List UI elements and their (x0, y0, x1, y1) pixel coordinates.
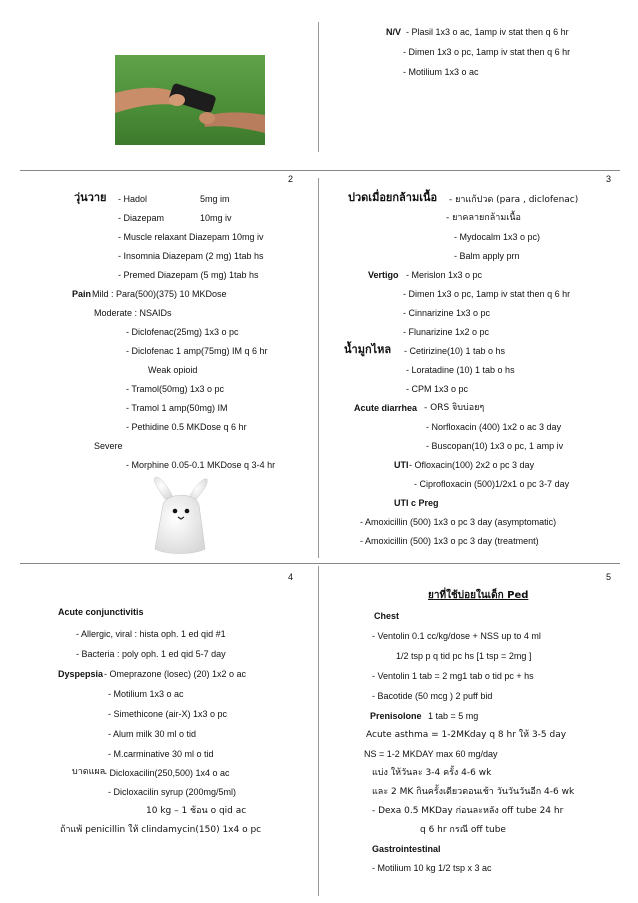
pain-mild-line: Mild : Para(500)(375) 10 MKDose (92, 289, 227, 299)
divider-row-2 (20, 563, 620, 564)
dysp-line-5: - M.carminative 30 ml o tid (108, 749, 214, 759)
chest-label: Chest (374, 611, 400, 621)
weak-opioid-line: Weak opioid (148, 365, 198, 375)
gi-line-1: - Motilium 10 kg 1/2 tsp x 3 ac (372, 863, 492, 873)
center-divider-middle (318, 178, 319, 558)
runny-line-2: - Loratadine (10) 1 tab o hs (406, 365, 515, 375)
muscle-pain-rest: - ยาแก้ปวด (para , diclofenac) (449, 195, 579, 205)
uti-preg-label: UTI c Preg (394, 498, 439, 508)
prednisolone-label: Prenisolone (370, 711, 422, 721)
chest-line-4: - Bacotide (50 mcg ) 2 puff bid (372, 691, 493, 701)
chest-line-3: - Ventolin 1 tab = 2 mg1 tab o tid pc + hs (372, 671, 534, 681)
vertigo-line-3: - Cinnarizine 1x3 o pc (403, 308, 491, 318)
center-divider-top (318, 22, 319, 152)
nv-line-1: - Plasil 1x3 o ac, 1amp iv stat then q 6 hr (406, 27, 569, 37)
muscle-pain-label: ปวดเมื่อยกล้ามเนื้อ (348, 191, 438, 204)
hands-illustration (115, 55, 265, 145)
severe-line: Severe (94, 441, 123, 451)
hadol-line: - Hadol (118, 194, 148, 204)
vertigo-line-1: - Merislon 1x3 o pc (406, 270, 483, 280)
dysp-line-2: - Motilium 1x3 o ac (108, 689, 184, 699)
premed-line: - Premed Diazepam (5 mg) 1tab hs (118, 270, 259, 280)
vertigo-line-4: - Flunarizine 1x2 o pc (403, 327, 490, 337)
amox-line-2: - Amoxicillin (500) 1x3 o pc 3 day (treatment) (360, 536, 539, 546)
dexa-line-2: q 6 hr กรณี off tube (420, 825, 506, 835)
uti-line-2: - Ciprofloxacin (500)1/2x1 o pc 3-7 day (414, 479, 570, 489)
chest-line-1: - Ventolin 0.1 cc/kg/dose + NSS up to 4 ml (372, 631, 541, 641)
runny-nose-label: น้ำมูกไหล (344, 343, 392, 356)
prednisolone-rest: 1 tab = 5 mg (428, 711, 479, 721)
uti-line-1: - Ofloxacin(100) 2x2 o pc 3 day (409, 460, 535, 470)
pain-label: Pain (72, 289, 92, 299)
vertigo-line-2: - Dimen 1x3 o pc, 1amp iv stat then q 6 hr (403, 289, 571, 299)
ns-line: NS = 1-2 MKDAY max 60 mg/day (364, 749, 498, 759)
diarrhea-line-3: - Buscopan(10) 1x3 o pc, 1 amp iv (426, 441, 564, 451)
ns-line-3: และ 2 MK กินครั้งเดียวตอนเช้า วันวันวันอีก 4-6 wk (372, 787, 575, 797)
diclofenac-1-line: - Diclofenac(25mg) 1x3 o pc (126, 327, 239, 337)
chest-line-2: 1/2 tsp p q tid pc hs [1 tsp = 2mg ] (396, 651, 532, 661)
dysp-line-4: - Alum milk 30 ml o tid (108, 729, 197, 739)
wound-line-2: - Dicloxacilin syrup (200mg/5ml) (108, 787, 237, 797)
muscle-relaxant-line: - Muscle relaxant Diazepam 10mg iv (118, 232, 264, 242)
runny-line-3: - CPM 1x3 o pc (406, 384, 469, 394)
page-number-5: 5 (606, 572, 612, 582)
hands-photo (115, 55, 265, 145)
amox-line-1: - Amoxicillin (500) 1x3 o pc 3 day (asymptomatic) (360, 517, 557, 527)
pethidine-line: - Pethidine 0.5 MKDose q 6 hr (126, 422, 247, 432)
wound-line-1: - Dicloxacilin(250,500) 1x4 o ac (104, 768, 230, 778)
balm-line: - Balm apply prn (454, 251, 520, 261)
runny-line-1: - Cetirizine(10) 1 tab o hs (404, 346, 506, 356)
asthma-line: Acute asthma = 1-2MKday q 8 hr ให้ 3-5 day (366, 730, 567, 740)
gastrointestinal-label: Gastrointestinal (372, 844, 441, 854)
diclofenac-2-line: - Diclofenac 1 amp(75mg) IM q 6 hr (126, 346, 268, 356)
dexa-line-1: - Dexa 0.5 MKDay ก่อนละหลัง off tube 24 hr (372, 806, 564, 816)
moderate-line: Moderate : NSAIDs (94, 308, 172, 318)
diazepam-dose: 10mg iv (200, 213, 232, 223)
ped-title: ยาที่ใช้บ่อยในเด็ก Ped (428, 590, 529, 601)
diazepam-line: - Diazepam (118, 213, 165, 223)
allergy-line: ถ้าแพ้ penicillin ให้ clindamycin(150) 1x4 o pc (60, 825, 262, 835)
diarrhea-label: Acute diarrhea (354, 403, 418, 413)
dysp-line-1: - Omeprazone (losec) (20) 1x2 o ac (104, 669, 247, 679)
hadol-dose: 5mg im (200, 194, 230, 204)
tramol-1-line: - Tramol(50mg) 1x3 o pc (126, 384, 225, 394)
nv-line-3: - Motilium 1x3 o ac (403, 67, 479, 77)
center-divider-bottom (318, 566, 319, 896)
dysp-line-3: - Simethicone (air-X) 1x3 o pc (108, 709, 228, 719)
diarrhea-line-2: - Norfloxacin (400) 1x2 o ac 3 day (426, 422, 562, 432)
tramol-2-line: - Tramol 1 amp(50mg) IM (126, 403, 228, 413)
page-number-4: 4 (288, 572, 294, 582)
mydocalm-line: - Mydocalm 1x3 o pc) (454, 232, 541, 242)
page-number-3: 3 (606, 174, 612, 184)
vertigo-label: Vertigo (368, 270, 399, 280)
uti-label: UTI (394, 460, 409, 470)
conj-line-2: - Bacteria : poly oph. 1 ed qid 5-7 day (76, 649, 226, 659)
wound-line-3: 10 kg – 1 ช้อน o qid ac (146, 806, 247, 816)
ns-line-2: แบ่ง ให้วันละ 3-4 ครั้ง 4-6 wk (372, 768, 492, 778)
insomnia-line: - Insomnia Diazepam (2 mg) 1tab hs (118, 251, 264, 261)
page-number-2: 2 (288, 174, 294, 184)
wunwai-label: วุ่นวาย (74, 191, 107, 204)
conjunctivitis-label: Acute conjunctivitis (58, 607, 144, 617)
morphine-line: - Morphine 0.05-0.1 MKDose q 3-4 hr (126, 460, 276, 470)
diarrhea-line-1: - ORS จิบบ่อยๆ (424, 403, 485, 413)
nv-label: N/V (386, 27, 402, 37)
dyspepsia-label: Dyspepsia (58, 669, 104, 679)
nv-line-2: - Dimen 1x3 o pc, 1amp iv stat then q 6 hr (403, 47, 571, 57)
bunny-figure (145, 475, 215, 555)
conj-line-1: - Allergic, viral : hista oph. 1 ed qid #1 (76, 629, 226, 639)
wound-label: บาดแผล (72, 767, 106, 777)
relaxant-line: - ยาคลายกล้ามเนื้อ (446, 213, 521, 223)
divider-row-1 (20, 170, 620, 171)
